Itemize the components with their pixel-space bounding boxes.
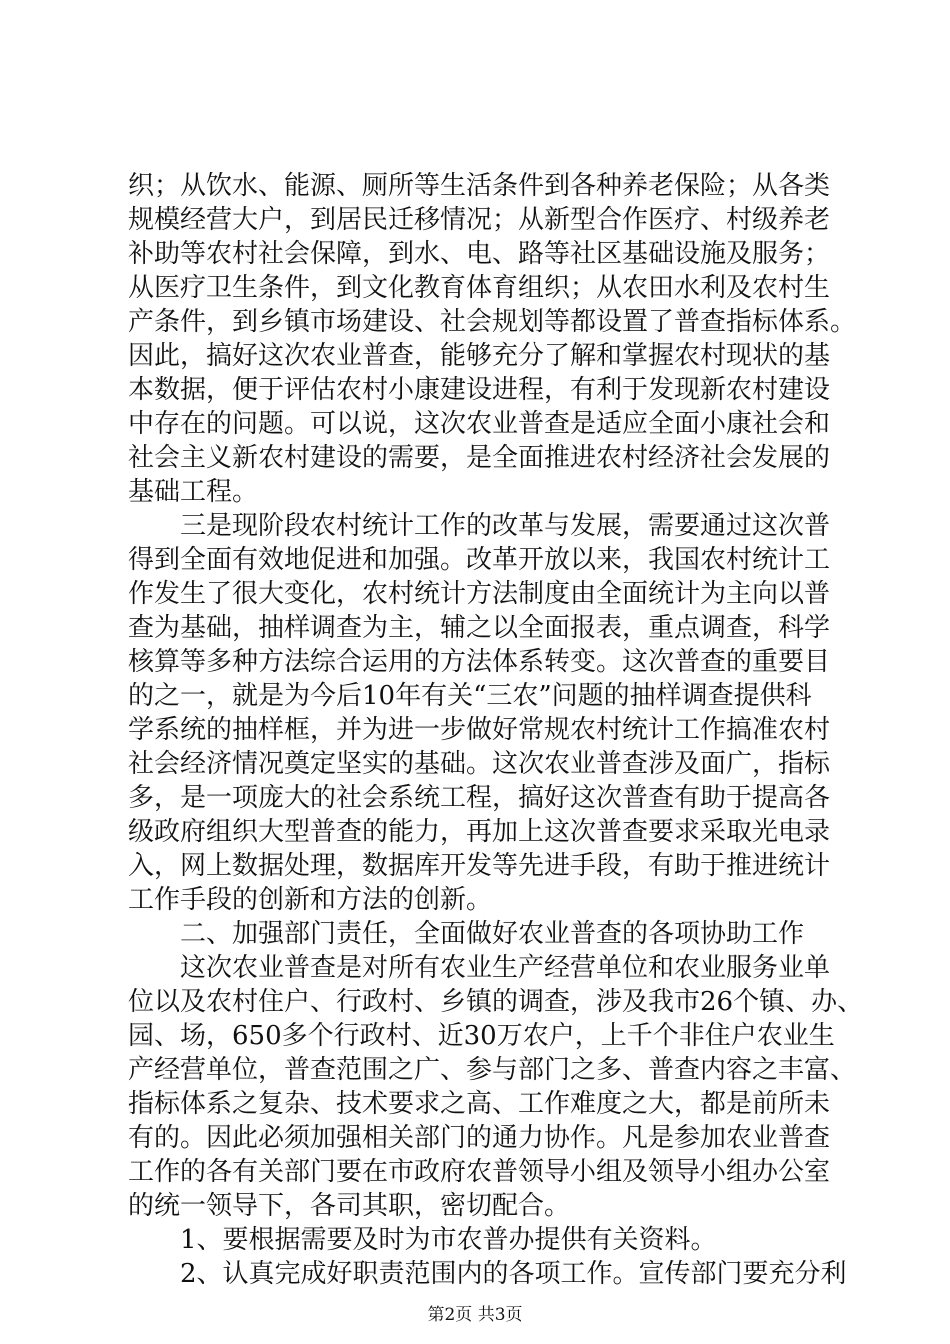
text-line: 产条件，到乡镇市场建设、社会规划等都设置了普查指标体系。 xyxy=(128,307,857,337)
text-line: 有的。因此必须加强相关部门的通力协作。凡是参加农业普查 xyxy=(128,1123,831,1153)
text-line: 作发生了很大变化，农村统计方法制度由全面统计为主向以普 xyxy=(128,579,831,609)
list-item: 2、认真完成好职责范围内的各项工作。宣传部门要充分利 xyxy=(180,1259,847,1289)
text-line: 核算等多种方法综合运用的方法体系转变。这次普查的重要目 xyxy=(128,647,831,677)
text-line: 织；从饮水、能源、厕所等生活条件到各种养老保险；从各类 xyxy=(128,171,831,201)
paragraph-first-line: 这次农业普查是对所有农业生产经营单位和农业服务业单 xyxy=(180,953,831,983)
paragraph-first-line: 三是现阶段农村统计工作的改革与发展，需要通过这次普 xyxy=(180,511,831,541)
text-line: 指标体系之复杂、技术要求之高、工作难度之大，都是前所未 xyxy=(128,1089,831,1119)
list-item: 1、要根据需要及时为市农普办提供有关资料。 xyxy=(180,1225,717,1255)
text-line: 多，是一项庞大的社会系统工程，搞好这次普查有助于提高各 xyxy=(128,783,831,813)
page-number-footer: 第2页 共3页 xyxy=(427,1305,523,1325)
text-line: 从医疗卫生条件，到文化教育体育组织；从农田水利及农村生 xyxy=(128,273,831,303)
text-line: 的之一，就是为今后10年有关“三农”问题的抽样调查提供科 xyxy=(128,681,812,711)
text-line: 学系统的抽样框，并为进一步做好常规农村统计工作搞准农村 xyxy=(128,715,831,745)
text-line: 级政府组织大型普查的能力，再加上这次普查要求采取光电录 xyxy=(128,817,831,847)
text-line: 本数据，便于评估农村小康建设进程，有利于发现新农村建设 xyxy=(128,375,831,405)
section-heading: 二、加强部门责任，全面做好农业普查的各项协助工作 xyxy=(180,919,805,949)
text-line: 社会经济情况奠定坚实的基础。这次农业普查涉及面广，指标 xyxy=(128,749,831,779)
text-line: 位以及农村住户、行政村、乡镇的调查，涉及我市26个镇、办、 xyxy=(128,987,864,1017)
text-line: 因此，搞好这次农业普查，能够充分了解和掌握农村现状的基 xyxy=(128,341,831,371)
text-line: 入，网上数据处理，数据库开发等先进手段，有助于推进统计 xyxy=(128,851,831,881)
text-line: 规模经营大户，到居民迁移情况；从新型合作医疗、村级养老 xyxy=(128,205,831,235)
text-line: 查为基础，抽样调查为主，辅之以全面报表，重点调查，科学 xyxy=(128,613,831,643)
text-line: 补助等农村社会保障，到水、电、路等社区基础设施及服务； xyxy=(128,239,831,269)
text-line: 园、场，650多个行政村、近30万农户，上千个非住户农业生 xyxy=(128,1021,835,1051)
text-line: 产经营单位，普查范围之广、参与部门之多、普查内容之丰富、 xyxy=(128,1055,857,1085)
text-line: 得到全面有效地促进和加强。改革开放以来，我国农村统计工 xyxy=(128,545,831,575)
text-line: 工作手段的创新和方法的创新。 xyxy=(128,885,493,915)
text-line: 工作的各有关部门要在市政府农普领导小组及领导小组办公室 xyxy=(128,1157,831,1187)
text-line: 的统一领导下，各司其职，密切配合。 xyxy=(128,1191,571,1221)
text-line: 基础工程。 xyxy=(128,477,259,507)
text-line: 中存在的问题。可以说，这次农业普查是适应全面小康社会和 xyxy=(128,409,831,439)
text-line: 社会主义新农村建设的需要，是全面推进农村经济社会发展的 xyxy=(128,443,831,473)
